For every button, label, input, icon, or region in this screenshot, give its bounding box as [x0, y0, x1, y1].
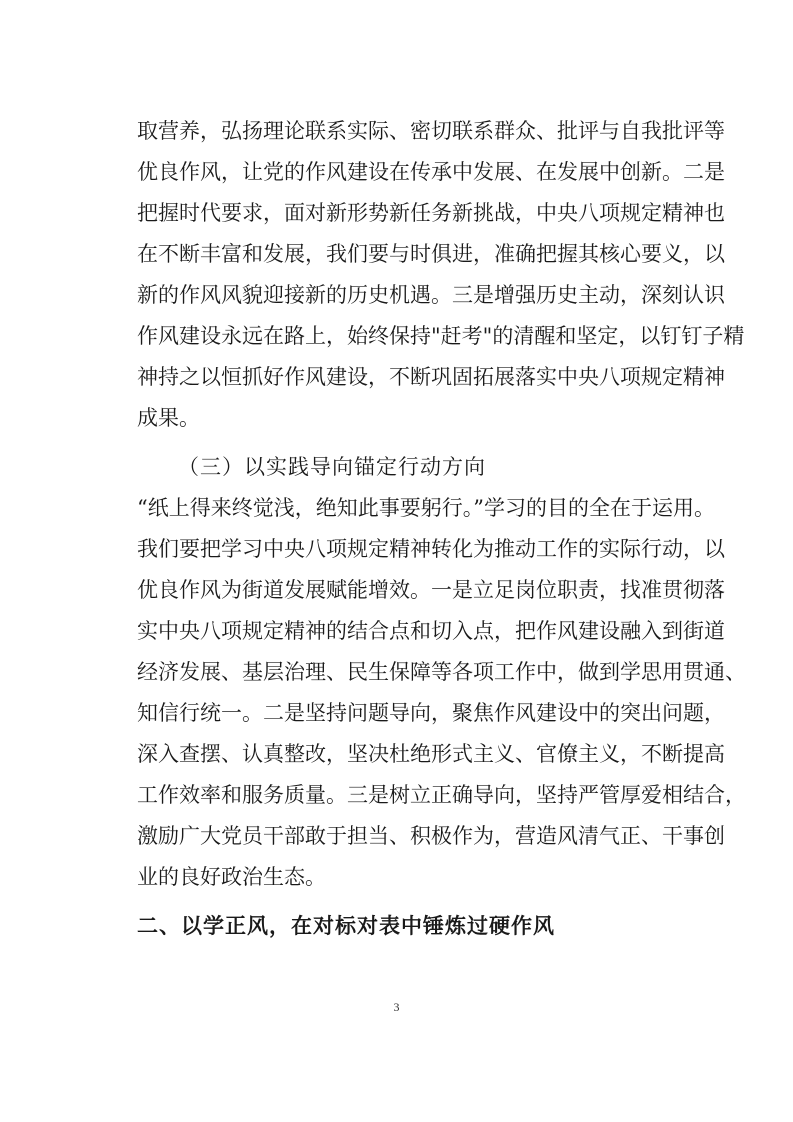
section-heading: 二、以学正风，在对标对表中锤炼过硬作风 [137, 914, 555, 938]
paragraph-line: 神持之以恒抓好作风建设，不断巩固拓展落实中央八项规定精神 [137, 365, 725, 389]
paragraph-line: 取营养，弘扬理论联系实际、密切联系群众、批评与自我批评等 [137, 119, 725, 143]
paragraph-line: 深入查摆、认真整改，坚决杜绝形式主义、官僚主义，不断提高 [137, 742, 725, 766]
paragraph-line: 知信行统一。二是坚持问题导向，聚焦作风建设中的突出问题， [137, 701, 725, 725]
paragraph-line: 优良作风为街道发展赋能增效。一是立足岗位职责，找准贯彻落 [137, 578, 725, 602]
paragraph-line: 新的作风风貌迎接新的历史机遇。三是增强历史主动，深刻认识 [137, 283, 725, 307]
paragraph-line: 实中央八项规定精神的结合点和切入点，把作风建设融入到街道 [137, 619, 725, 643]
paragraph-line: 作风建设永远在路上，始终保持"赶考"的清醒和坚定，以钉钉子精 [137, 324, 745, 348]
paragraph-line: 优良作风，让党的作风建设在传承中发展、在发展中创新。二是 [137, 160, 725, 184]
paragraph-line: 成果。 [137, 406, 200, 430]
paragraph-line: 在不断丰富和发展，我们要与时俱进，准确把握其核心要义，以 [137, 242, 725, 266]
paragraph-line: “纸上得来终觉浅，绝知此事要躬行。”学习的目的全在于运用。 [137, 496, 715, 520]
paragraph-line: 业的良好政治生态。 [137, 865, 326, 889]
subheading: （三）以实践导向锚定行动方向 [178, 455, 486, 479]
paragraph-line: 经济发展、基层治理、民生保障等各项工作中，做到学思用贯通、 [137, 660, 746, 684]
paragraph-line: 我们要把学习中央八项规定精神转化为推动工作的实际行动，以 [137, 537, 725, 561]
page-number: 3 [393, 1000, 400, 1014]
paragraph-line: 工作效率和服务质量。三是树立正确导向，坚持严管厚爱相结合， [137, 783, 746, 807]
paragraph-line: 把握时代要求，面对新形势新任务新挑战，中央八项规定精神也 [137, 201, 725, 225]
paragraph-line: 激励广大党员干部敢于担当、积极作为，营造风清气正、干事创 [137, 824, 725, 848]
